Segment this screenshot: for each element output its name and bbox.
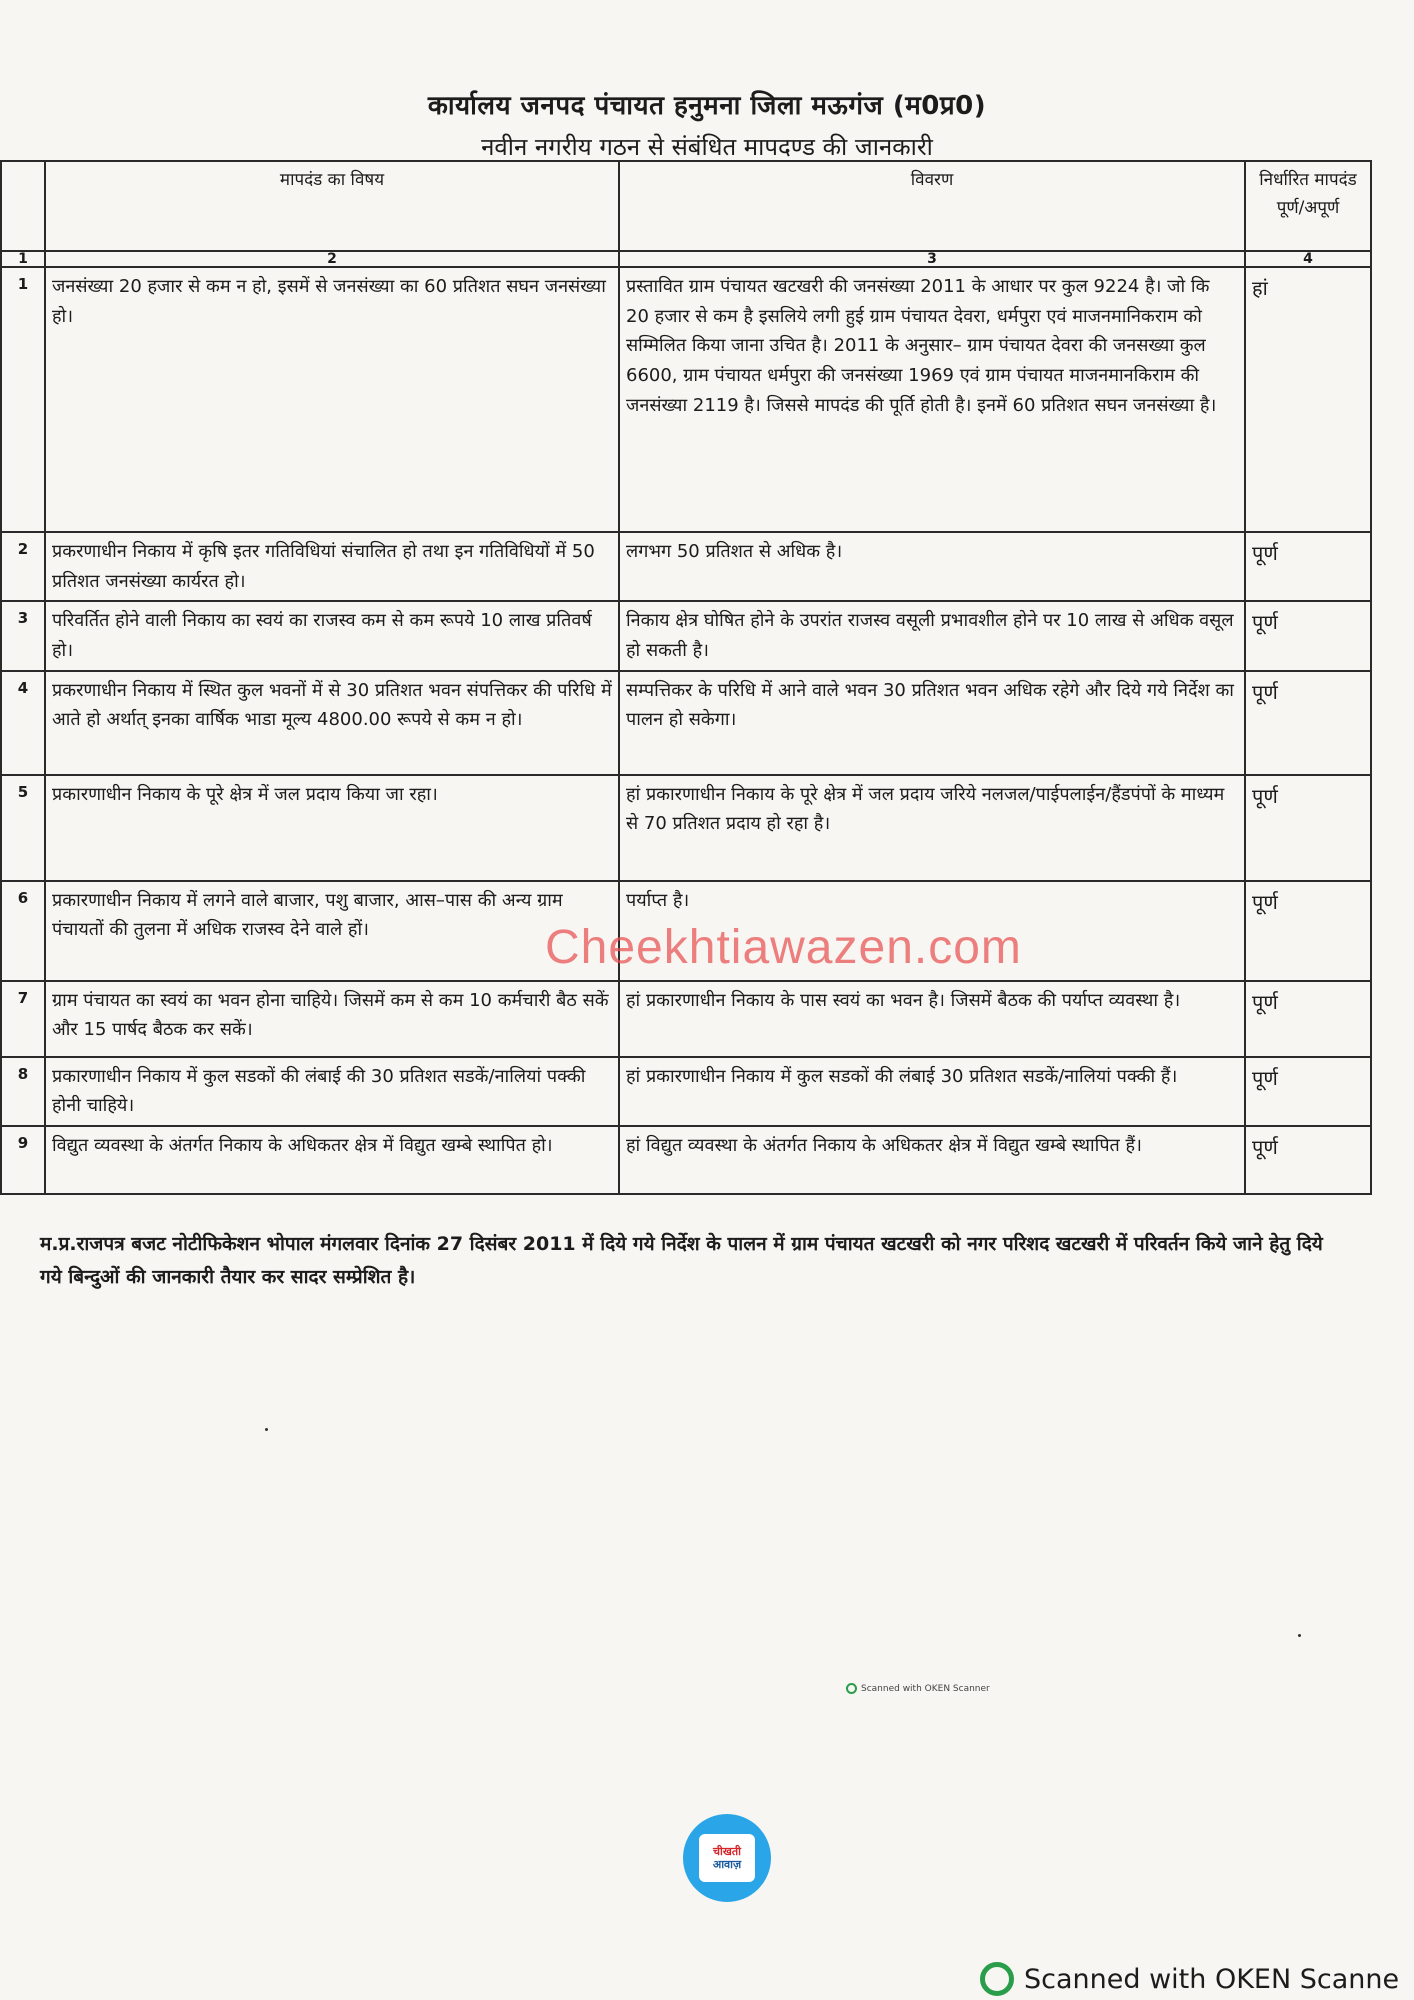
status-cell: पूर्ण	[1245, 601, 1371, 670]
detail-cell: लगभग 50 प्रतिशत से अधिक है।	[619, 532, 1245, 601]
table-row	[1, 267, 1371, 532]
row-number: 3	[1, 601, 45, 670]
row-number: 1	[1, 267, 45, 532]
header-detail: विवरण	[619, 161, 1245, 251]
header-sno	[1, 161, 45, 251]
header-criterion: मापदंड का विषय	[45, 161, 619, 251]
column-number: 4	[1245, 251, 1371, 267]
table-row	[1, 671, 1371, 775]
header-status: निर्धारित मापदंड पूर्ण/अपूर्ण	[1245, 161, 1371, 251]
criterion-cell: विद्युत व्यवस्था के अंतर्गत निकाय के अधिकतर क्षेत्र में विद्युत खम्बे स्थापित हो।	[45, 1126, 619, 1194]
scanner-label-large: Scanned with OKEN Scanne	[1024, 1963, 1400, 1995]
logo-text-line1: चीखती	[713, 1844, 741, 1858]
criterion-cell: जनसंख्या 20 हजार से कम न हो, इसमें से जनसंख्या का 60 प्रतिशत सघन जनसंख्या हो।	[45, 267, 619, 532]
document-subtitle: नवीन नगरीय गठन से संबंधित मापदण्ड की जानकारी	[481, 133, 933, 161]
column-number: 1	[1, 251, 45, 267]
column-number: 3	[619, 251, 1245, 267]
status-cell: पूर्ण	[1245, 775, 1371, 881]
table-row	[1, 1057, 1371, 1126]
criteria-table	[0, 160, 1372, 1195]
detail-cell: सम्पत्तिकर के परिधि में आने वाले भवन 30 प्रतिशत भवन अधिक रहेगे और दिये गये निर्देश का पालन हो सकेगा।	[619, 671, 1245, 775]
table-header-row	[1, 161, 1371, 251]
website-watermark: Cheekhtiawazen.com	[545, 921, 1022, 974]
detail-cell: हां प्रकारणाधीन निकाय के पास स्वयं का भवन है। जिसमें बैठक की पर्याप्त व्यवस्था है।	[619, 981, 1245, 1057]
status-cell: पूर्ण	[1245, 671, 1371, 775]
status-cell: हां	[1245, 267, 1371, 532]
detail-cell: हां प्रकारणाधीन निकाय के पूरे क्षेत्र में जल प्रदाय जरिये नलजल/पाईपलाईन/हैंडपंपों के माध्यम से 70 प्रतिशत प्रदाय हो रहा है।	[619, 775, 1245, 881]
row-number: 9	[1, 1126, 45, 1194]
row-number: 7	[1, 981, 45, 1057]
scanner-label-small: Scanned with OKEN Scanner	[861, 1683, 990, 1694]
notification-footnote: म.प्र.राजपत्र बजट नोटीफिकेशन भोपाल मंगलवार दिनांक 27 दिसंबर 2011 में दिये गये निर्देश के पालन में ग्राम पंचायत खटखरी को नगर परिशद खटखरी में परिवर्तन किये जाने हेतु दिये गये बिन्दुओं की जानकारी तैयार कर सादर सम्प्रेशित है।	[40, 1233, 1323, 1289]
row-number: 8	[1, 1057, 45, 1126]
criterion-cell: प्रकरणाधीन निकाय में स्थित कुल भवनों में से 30 प्रतिशत भवन संपत्तिकर की परिधि में आते हो अर्थात् इनका वार्षिक भाडा मूल्य 4800.00 रूपये से कम न हो।	[45, 671, 619, 775]
office-title: कार्यालय जनपद पंचायत हनुमना जिला मऊगंज (म0प्र0)	[427, 91, 987, 121]
scan-speck	[1298, 1634, 1301, 1637]
status-cell: पूर्ण	[1245, 881, 1371, 981]
scanner-stamp-small	[846, 1683, 990, 1694]
detail-cell: हां प्रकारणाधीन निकाय में कुल सडकों की लंबाई 30 प्रतिशत सडकें/नालियां पक्की हैं।	[619, 1057, 1245, 1126]
row-number: 4	[1, 671, 45, 775]
column-number: 2	[45, 251, 619, 267]
scanner-logo-icon	[980, 1962, 1014, 1996]
status-cell: पूर्ण	[1245, 981, 1371, 1057]
scan-speck	[265, 1428, 268, 1431]
table-row	[1, 601, 1371, 670]
detail-cell: निकाय क्षेत्र घोषित होने के उपरांत राजस्व वसूली प्रभावशील होने पर 10 लाख से अधिक वसूल हो सकती है।	[619, 601, 1245, 670]
criterion-cell: प्रकरणाधीन निकाय में कृषि इतर गतिविधियां संचालित हो तथा इन गतिविधियों में 50 प्रतिशत जनसंख्या कार्यरत हो।	[45, 532, 619, 601]
scanner-logo-icon	[846, 1683, 857, 1694]
criterion-cell: परिवर्तित होने वाली निकाय का स्वयं का राजस्व कम से कम रूपये 10 लाख प्रतिवर्ष हो।	[45, 601, 619, 670]
channel-logo	[683, 1814, 771, 1902]
detail-cell: हां विद्युत व्यवस्था के अंतर्गत निकाय के अधिकतर क्षेत्र में विद्युत खम्बे स्थापित हैं।	[619, 1126, 1245, 1194]
status-cell: पूर्ण	[1245, 1126, 1371, 1194]
criterion-cell: ग्राम पंचायत का स्वयं का भवन होना चाहिये। जिसमें कम से कम 10 कर्मचारी बैठ सकें और 15 पार्षद बैठक कर सकें।	[45, 981, 619, 1057]
row-number: 2	[1, 532, 45, 601]
status-cell: पूर्ण	[1245, 1057, 1371, 1126]
criterion-cell: प्रकारणाधीन निकाय में लगने वाले बाजार, पशु बाजार, आस–पास की अन्य ग्राम पंचायतों की तुलना में अधिक राजस्व देने वाले हों।	[45, 881, 619, 981]
table-row	[1, 981, 1371, 1057]
column-number-row	[1, 251, 1371, 267]
table-row	[1, 532, 1371, 601]
table-row	[1, 775, 1371, 881]
channel-logo-badge	[699, 1834, 755, 1882]
scanner-stamp-large	[980, 1962, 1399, 1996]
table-row	[1, 1126, 1371, 1194]
logo-text-line2: आवाज़	[712, 1858, 742, 1871]
status-cell: पूर्ण	[1245, 532, 1371, 601]
criterion-cell: प्रकारणाधीन निकाय में कुल सडकों की लंबाई की 30 प्रतिशत सडकें/नालियां पक्की होनी चाहिये।	[45, 1057, 619, 1126]
detail-cell: पर्याप्त है।	[619, 881, 1245, 981]
row-number: 5	[1, 775, 45, 881]
row-number: 6	[1, 881, 45, 981]
detail-cell: प्रस्तावित ग्राम पंचायत खटखरी की जनसंख्या 2011 के आधार पर कुल 9224 है। जो कि 20 हजार से कम है इसलिये लगी हुई ग्राम पंचायत देवरा, धर्मपुरा एवं माजनमानिकराम को सम्मिलित किया जाना उचित है। 2011 के अनुसार– ग्राम पंचायत देवरा की जनसख्या कुल 6600, ग्राम पंचायत धर्मपुरा की जनसंख्या 1969 एवं ग्राम पंचायत माजनमानकिराम की जनसंख्या 2119 है। जिससे मापदंड की पूर्ति होती है। इनमें 60 प्रतिशत सघन जनसंख्या है।	[619, 267, 1245, 532]
criterion-cell: प्रकारणाधीन निकाय के पूरे क्षेत्र में जल प्रदाय किया जा रहा।	[45, 775, 619, 881]
